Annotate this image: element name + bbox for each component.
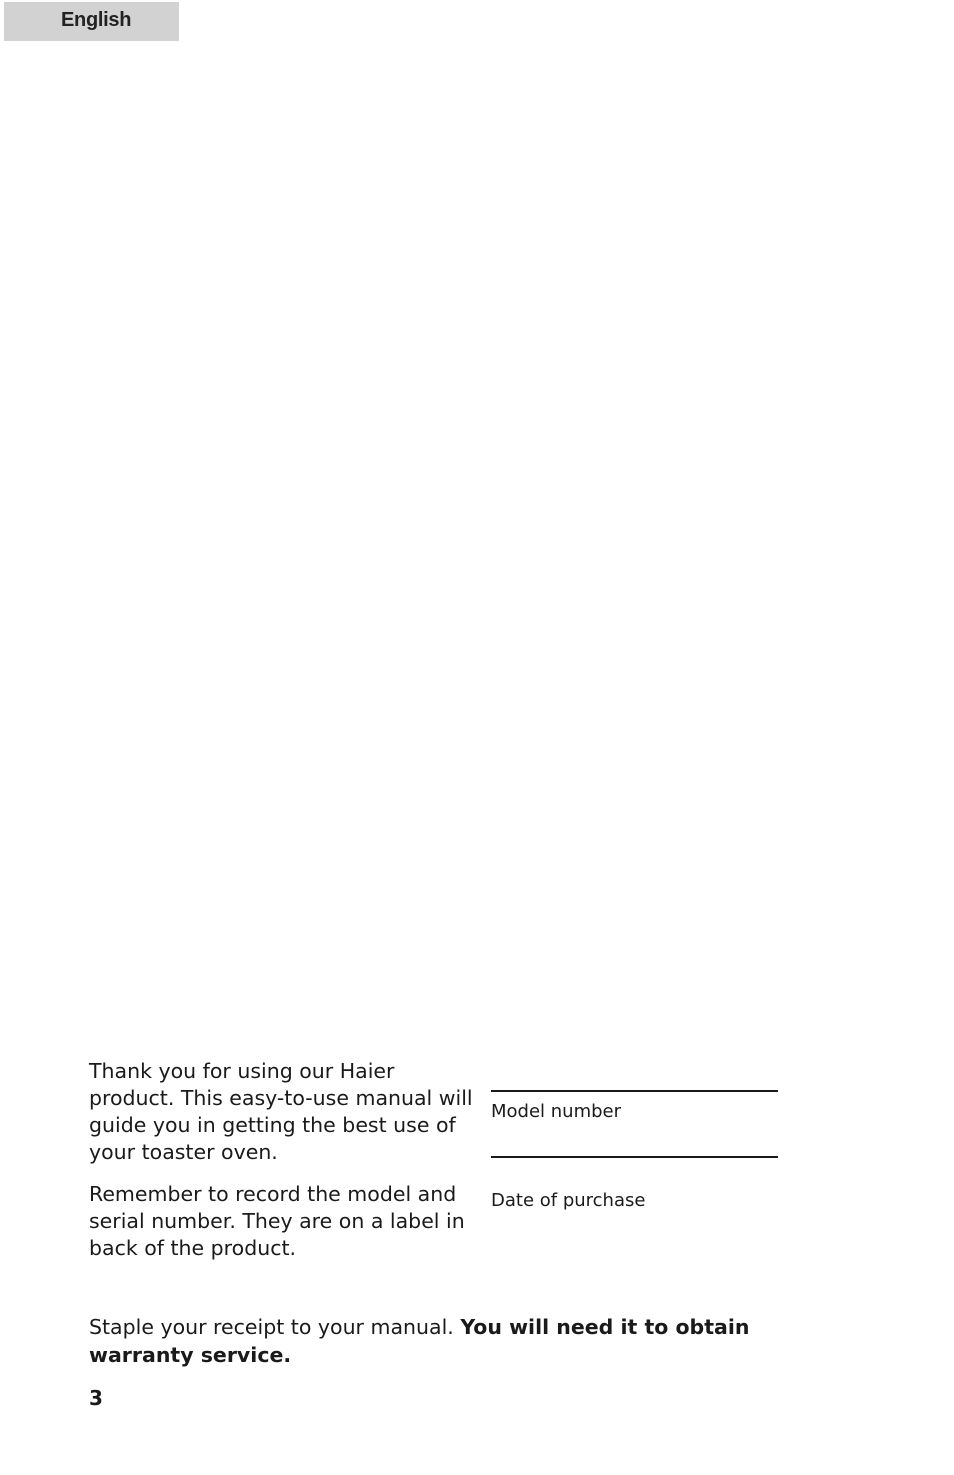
receipt-note — [89, 1313, 789, 1369]
page-number: 3 — [89, 1386, 103, 1410]
model-number-line — [491, 1090, 778, 1092]
receipt-note-plain: Staple your receipt to your manual. — [89, 1315, 454, 1339]
intro-paragraph-thank-you: Thank you for using our Haier product. This easy-to-use manual will guide you in getting the best use of your toaster oven. — [89, 1059, 473, 1164]
receipt-note-bold: You will need it to obtain warranty service. — [89, 1315, 750, 1367]
date-of-purchase-line — [491, 1156, 778, 1158]
intro-text — [89, 1058, 474, 1262]
intro-paragraph-record-model: Remember to record the model and serial number. They are on a label in back of the product. — [89, 1182, 465, 1260]
date-of-purchase-label: Date of purchase — [491, 1190, 646, 1211]
language-tab: English — [4, 2, 179, 41]
model-number-label: Model number — [491, 1101, 622, 1122]
